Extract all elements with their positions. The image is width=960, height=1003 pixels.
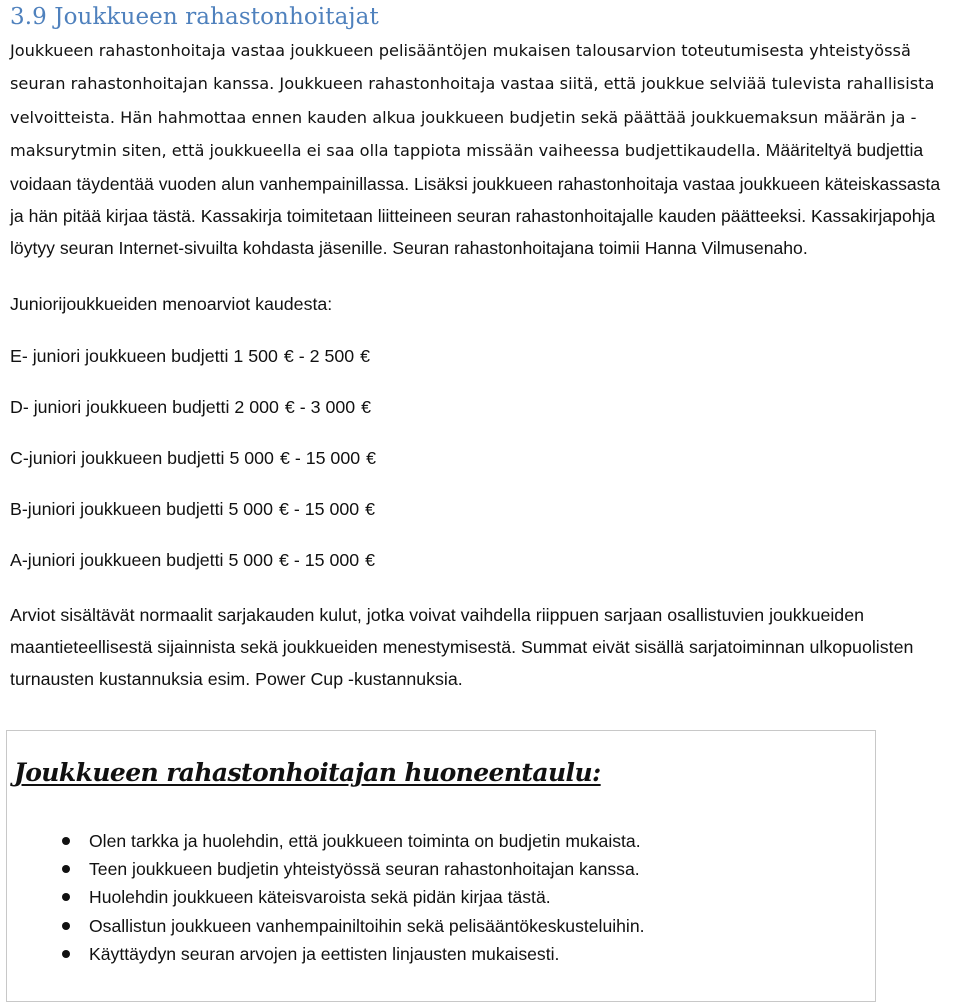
budget-label: D- juniori joukkueen budjetti bbox=[10, 396, 230, 417]
budget-list bbox=[10, 343, 955, 573]
budget-min: 1 500 bbox=[233, 345, 278, 366]
budget-min: 5 000 bbox=[229, 447, 274, 468]
euro-icon: € bbox=[278, 498, 289, 519]
oath-item-text: Huolehdin joukkueen käteisvaroista sekä pidän kirjaa tästä. bbox=[89, 887, 551, 908]
bullet-icon bbox=[62, 922, 70, 930]
budget-item-e bbox=[10, 343, 955, 369]
section-heading: 3.9 Joukkueen rahastonhoitajat bbox=[10, 4, 379, 30]
oath-list bbox=[7, 827, 875, 968]
oath-box bbox=[6, 730, 876, 1002]
budget-label: B-juniori joukkueen budjetti bbox=[10, 498, 224, 519]
budget-max: 15 000 bbox=[304, 549, 360, 570]
euro-icon: € bbox=[365, 498, 376, 519]
budget-max: 15 000 bbox=[304, 498, 360, 519]
range-separator: - bbox=[298, 345, 305, 366]
oath-item-text: Olen tarkka ja huolehdin, että joukkueen toiminta on budjetin mukaista. bbox=[89, 831, 641, 851]
budget-min: 5 000 bbox=[228, 498, 273, 519]
oath-list-item bbox=[7, 912, 875, 940]
euro-icon: € bbox=[366, 447, 376, 468]
euro-icon: € bbox=[284, 396, 295, 417]
euro-icon: € bbox=[283, 345, 294, 366]
range-separator: - bbox=[293, 498, 300, 519]
oath-item-text: Käyttäydyn seuran arvojen ja eettisten linjausten mukaisesti. bbox=[89, 943, 560, 964]
euro-icon: € bbox=[365, 549, 376, 570]
budget-item-d bbox=[10, 394, 955, 420]
closing-paragraph: Arviot sisältävät normaalit sarjakauden kulut, jotka voivat vaihdella riippuen sarjaan osallistuvien joukkueiden maantieteellisestä sijainnista sekä joukkueiden menestymisestä. Summat eivät sisällä sarjatoiminnan ulkopuolisten turnausten kustannuksia esim. Power Cup -kustannuksia. bbox=[10, 604, 914, 689]
bullet-icon bbox=[62, 837, 70, 845]
budget-label: A-juniori joukkueen budjetti bbox=[10, 549, 224, 570]
intro-paragraph-part-2: Määriteltyä budjettia voidaan täydentää vuoden alun vanhempainillassa. Lisäksi joukkueen rahastonhoitaja vastaa joukkueen käteiskassasta ja hän pitää kirjaa tästä. Kassakirja toimitetaan liitteineen seuran rahastonhoitajalle kauden päätteeksi. Kassakirjapohja löytyy seuran Internet-sivuilta kohdasta jäsenille. Seuran rahastonhoitajana toimii Hanna Vilmusenaho. bbox=[10, 140, 941, 259]
oath-list-item bbox=[7, 883, 875, 911]
budget-min: 2 000 bbox=[234, 396, 279, 417]
range-separator: - bbox=[294, 447, 301, 468]
budget-item-a bbox=[10, 547, 955, 573]
budget-min: 5 000 bbox=[228, 549, 273, 570]
euro-icon: € bbox=[278, 549, 289, 570]
euro-icon: € bbox=[361, 396, 372, 417]
budget-max: 2 500 bbox=[309, 345, 355, 366]
oath-item-text: Osallistun joukkueen vanhempainiltoihin sekä pelisääntökeskusteluihin. bbox=[89, 915, 645, 936]
budget-label: E- juniori joukkueen budjetti bbox=[10, 345, 229, 366]
oath-list-item bbox=[7, 827, 875, 855]
budget-label: C-juniori joukkueen budjetti bbox=[10, 447, 225, 468]
bullet-icon bbox=[62, 950, 70, 958]
euro-icon: € bbox=[360, 345, 371, 366]
bullet-icon bbox=[62, 865, 70, 873]
intro-paragraph-part-1: Joukkueen rahastonhoitaja vastaa joukkueen pelisääntöjen mukaisen talousarvion toteutumisesta yhteistyössä seuran rahastonhoitajan kanssa. Joukkueen rahastonhoitaja vastaa siitä, että joukkue selviää tulevista rahallisista velvoitteista. Hän hahmottaa ennen kauden alkua joukkueen budjetin sekä päättää joukkuemaksun määrän ja -maksurytmin siten, että joukkueella ei saa olla tappiota missään vaiheessa budjettikaudella. bbox=[10, 41, 935, 161]
range-separator: - bbox=[299, 396, 306, 417]
oath-item-text: Teen joukkueen budjetin yhteistyössä seuran rahastonhoitajan kanssa. bbox=[89, 859, 640, 880]
bullet-icon bbox=[62, 893, 70, 901]
intro-paragraph bbox=[10, 34, 955, 265]
budget-item-b bbox=[10, 496, 955, 522]
budget-heading: Juniorijoukkueiden menoarviot kaudesta: bbox=[10, 293, 333, 314]
euro-icon: € bbox=[279, 447, 290, 468]
budget-item-c bbox=[10, 445, 955, 471]
budget-max: 3 000 bbox=[310, 396, 356, 417]
range-separator: - bbox=[293, 549, 300, 570]
document-page bbox=[10, 0, 955, 695]
oath-list-item bbox=[7, 855, 875, 883]
oath-box-title: Joukkueen rahastonhoitajan huoneentaulu: bbox=[14, 758, 601, 787]
oath-list-item bbox=[7, 940, 875, 968]
budget-max: 15 000 bbox=[305, 447, 361, 468]
